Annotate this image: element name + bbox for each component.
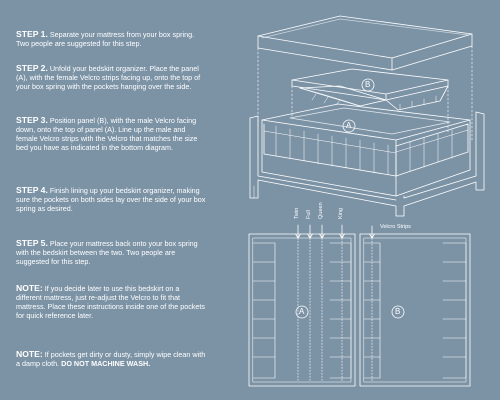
size-label-twin: Twin <box>294 207 300 219</box>
step-title: STEP 4. <box>16 185 48 195</box>
step-text: Separate your mattress from your box spring. Two people are suggested for this step. <box>16 30 195 48</box>
step-text: Position panel (B), with the male Velcro facing down, onto the top of panel (A). Line up the male and female Velcro strips with the Velcro that matches the size bed you have as indicated in the bottom diagram. <box>16 116 198 152</box>
size-label-king: King <box>338 207 344 219</box>
note-text: If pockets get dirty or dusty, simply wipe clean with a damp cloth. <box>16 350 206 368</box>
note-title: NOTE: <box>16 349 43 359</box>
step-title: STEP 2. <box>16 63 48 73</box>
size-label-queen: Queen <box>318 202 324 219</box>
step-text: Place your mattress back onto your box spring with the bedskirt between the two. Two people are suggested for this step. <box>16 239 198 266</box>
note-title: NOTE: <box>16 283 43 293</box>
step-title: STEP 1. <box>16 29 48 39</box>
velcro-strips-label: Velcro Strips <box>380 224 411 230</box>
step-text: Unfold your bedskirt organizer. Place the panel (A), with the female Velcro strips facing up, onto the top of your box spring with the pockets hanging over the side. <box>16 64 201 91</box>
panel-b-illustration <box>292 69 448 110</box>
layout-diagram <box>249 225 470 386</box>
warning-text: DO NOT MACHINE WASH. <box>61 358 151 368</box>
panel-a-label: A <box>346 121 352 130</box>
panel-b-label-flat: B <box>395 307 401 316</box>
size-label-full: Full <box>306 210 312 219</box>
step-title: STEP 3. <box>16 115 48 125</box>
note-text: If you decide later to use this bedskirt on a different mattress, just re-adjust the Velcro to fit that mattress. Place these instructions inside one of the pockets for quick reference later. <box>16 284 205 320</box>
mattress-illustration <box>258 16 472 70</box>
panel-b-label: B <box>365 80 371 89</box>
step-title: STEP 5. <box>16 238 48 248</box>
panel-a-label-flat: A <box>299 307 305 316</box>
step-text: Finish lining up your bedskirt organizer, making sure the pockets on both sides lay over the side of your box spring as desired. <box>16 186 206 213</box>
box-spring-illustration <box>250 104 484 216</box>
